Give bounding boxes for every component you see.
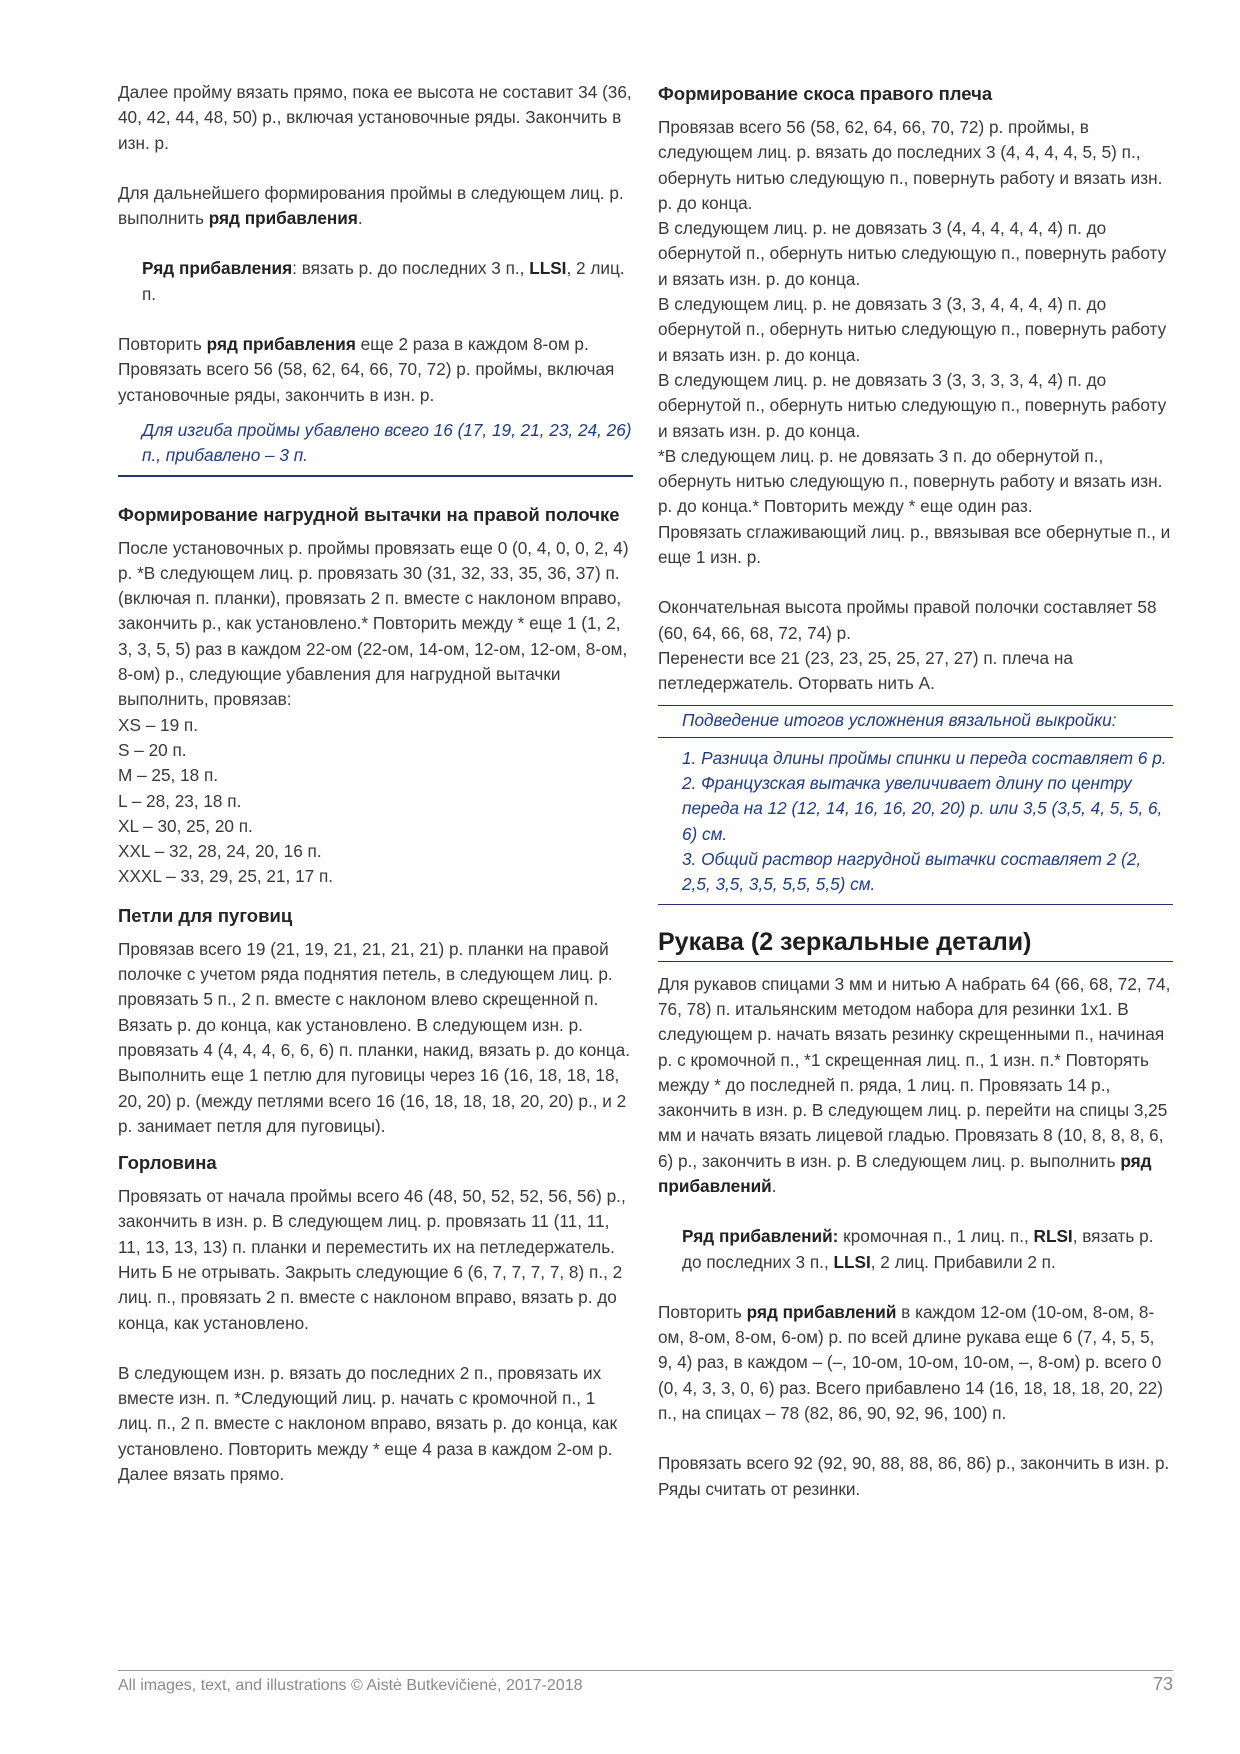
size-line: XS – 19 п.	[118, 714, 199, 735]
divider	[658, 737, 1173, 738]
divider	[118, 475, 633, 477]
heading-sleeves: Рукава (2 зеркальные детали)	[658, 927, 1032, 956]
text: : вязать р. до последних 3 п.,	[292, 258, 530, 279]
size-line: M – 25, 18 п.	[118, 765, 219, 786]
bold-term: RLSI	[1033, 1226, 1073, 1247]
shoulder-line: Провязать сглаживающий лиц. р., ввязывая все обернутые п., и еще 1 изн. р.	[658, 521, 1171, 568]
shoulder-line: В следующем лиц. р. не довязать 3 (3, 3, 4, 4, 4, 4) п. до обернутой п., обернуть нитью следующую п., повернуть работу и вязать изн. р. до конца.	[658, 294, 1167, 365]
size-line: L – 28, 23, 18 п.	[118, 790, 242, 811]
text: .	[357, 208, 363, 229]
paragraph-armhole-shaping	[118, 181, 633, 232]
size-line: S – 20 п.	[118, 739, 187, 760]
page-number: 73	[1152, 1674, 1173, 1694]
footer-divider	[118, 1670, 1173, 1671]
footer-copyright: All images, text, and illustrations © Aistė Butkevičienė, 2017-2018	[118, 1677, 583, 1694]
sleeve-increase-row	[658, 1224, 1173, 1275]
text: , 2 лиц. п.	[142, 258, 625, 304]
text: в каждом 12-ом (10-ом, 8-ом, 8-ом, 8-ом, 8-ом, 6-ом) р. по всей длине рукава еще 6 (7, 4, 5, 5, 9, 4) раз, в каждом – (–, 10-ом, 10-ом, 10-ом, –, 8-ом) р. всего 0 (0, 4, 3, 3, 0, 6) раз. Всего прибавлено 14 (16, 18, 18, 18, 20, 22) п., на спицах – 78 (82, 86, 90, 92, 96, 100) п.	[658, 1301, 1163, 1424]
size-line: XL – 30, 25, 20 п.	[118, 815, 253, 836]
shoulder-line: *В следующем лиц. р. не довязать 3 п. до обернутой п., обернуть нитью следующую п., повернуть работу и вязать изн. р. до конца.* Повторить между * еще один раз.	[658, 445, 1163, 517]
heading-shoulder-slope: Формирование скоса правого плеча	[658, 83, 993, 104]
text: .	[771, 1175, 777, 1196]
shoulder-line: Провязав всего 56 (58, 62, 64, 66, 70, 72) р. проймы, в следующем лиц. р. вязать до последних 3 (4, 4, 4, 4, 5, 5) п., обернуть нитью следующую п., повернуть работу и вязать изн. р. до конца.	[658, 117, 1163, 213]
paragraph-repeat-increase	[118, 332, 633, 408]
bold-term: ряд прибавлений	[658, 1150, 1152, 1196]
shoulder-line: В следующем лиц. р. не довязать 3 (3, 3, 3, 3, 4, 4) п. до обернутой п., обернуть нитью следующую п., повернуть работу и вязать изн. р. до конца.	[658, 369, 1167, 441]
bold-term: ряд прибавления	[208, 208, 358, 229]
text: , вязать р. до последних 3 п.,	[682, 1226, 1154, 1272]
text: , 2 лиц. Прибавили 2 п.	[870, 1251, 1056, 1272]
armhole-summary-note: Для изгиба проймы убавлено всего 16 (17, 19, 21, 23, 24, 26) п., прибавлено – 3 п.	[142, 419, 632, 466]
paragraph-neckline-decrease: В следующем изн. р. вязать до последних 2 п., провязать их вместе изн. п. *Следующий лиц. р. начать с кромочной п., 1 лиц. п., 2 п. вместе с наклоном вправо, вязать р. до конца, как установлено. Повторить между * еще 4 раза в каждом 2-ом р. Далее вязать прямо.	[118, 1362, 617, 1485]
size-line: XXXL – 33, 29, 25, 21, 17 п.	[118, 866, 334, 887]
paragraph-sleeve-repeat	[658, 1300, 1173, 1426]
paragraph-buttonholes: Провязав всего 19 (21, 19, 21, 21, 21, 21) р. планки на правой полочке с учетом ряда поднятия петель, в следующем лиц. р. провязать 5 п., 2 п. вместе с наклоном влево скрещенной п. Вязать р. до конца, как установлено. В следующем изн. р. провязать 4 (4, 4, 4, 6, 6, 6) п. планки, накид, вязать р. до конца.	[118, 938, 630, 1060]
paragraph-buttonholes-more: Выполнить еще 1 петлю для пуговицы через 16 (16, 18, 18, 18, 20, 20) р. (между петлями всего 16 (16, 18, 18, 18, 20, 20) р., и 2 р. занимает петля для пуговицы).	[118, 1065, 627, 1136]
paragraph-neckline: Провязать от начала проймы всего 46 (48, 50, 52, 52, 56, 56) р., закончить в изн. р. В следующем лиц. р. провязать 11 (11, 11, 11, 13, 13, 13) п. планки и переместить их на петледержатель. Нить Б не отрывать. Закрыть следующие 6 (6, 7, 7, 7, 7, 8) п., 2 лиц. п., провязать 2 п. вместе с наклоном вправо, вязать р. до конца, как установлено.	[118, 1186, 626, 1333]
summary-title: Подведение итогов усложнения вязальной выкройки:	[682, 709, 1117, 730]
text: Для дальнейшего формирования проймы в следующем лиц. р. выполнить	[118, 182, 624, 229]
bold-term: ряд прибавления	[206, 334, 356, 355]
summary-item: 1. Разница длины проймы спинки и переда составляет 6 р.	[682, 747, 1167, 768]
bold-term: Ряд прибавлений:	[682, 1226, 839, 1247]
shoulder-line: В следующем лиц. р. не довязать 3 (4, 4, 4, 4, 4, 4) п. до обернутой п., обернуть нитью следующую п., повернуть работу и вязать изн. р. до конца.	[658, 218, 1167, 289]
text: Повторить	[118, 334, 207, 355]
left-column	[118, 80, 633, 1487]
paragraph-bust-dart: После установочных р. проймы провязать еще 0 (0, 4, 0, 0, 2, 4) р. *В следующем лиц. р. провязать 30 (31, 32, 33, 35, 36, 37) п. (включая п. планки), провязать 2 п. вместе с наклоном вправо, закончить р., как установлено.* Повторить между * еще 1 (1, 2, 3, 3, 5, 5) раз в каждом 22-ом (22-ом, 14-ом, 12-ом, 12-ом, 8-ом, 8-ом) р., следующие убавления для нагрудной вытачки выполнить, провязав:	[118, 537, 629, 710]
paragraph-transfer: Перенести все 21 (23, 23, 25, 25, 27, 27) п. плеча на петледержатель. Оторвать нить А.	[658, 647, 1073, 694]
heading-neckline: Горловина	[118, 1152, 217, 1174]
summary-item: 2. Французская вытачка увеличивает длину по центру переда на 12 (12, 14, 16, 16, 20, 20) р. или 3,5 (3,5, 4, 5, 5, 6, 6) см.	[682, 773, 1163, 844]
bold-term: LLSI	[529, 258, 567, 279]
bold-term: ряд прибавлений	[746, 1301, 897, 1322]
paragraph-final-height: Окончательная высота проймы правой полочки составляет 58 (60, 64, 66, 68, 72, 74) р.	[658, 597, 1157, 643]
text: Для рукавов спицами 3 мм и нитью А набрать 64 (66, 68, 72, 74, 76, 78) п. итальянским методом набора для резинки 1х1. В следующем р. начать вязать резинку скрещенными п., начиная р. с кромочной п., *1 скрещенная лиц. п., 1 изн. п.* Повторять между * до последней п. ряда, 1 лиц. п. Провязать 14 р., закончить в изн. р. В следующем лиц. р. перейти на спицы 3,25 мм и начать вязать лицевой гладью. Провязать 8 (10, 8, 8, 8, 6, 6) р., закончить в изн. р. В следующем лиц. р. выполнить	[658, 973, 1171, 1171]
bold-term: Ряд прибавления	[142, 258, 293, 279]
heading-buttonholes: Петли для пуговиц	[118, 904, 293, 926]
divider	[658, 904, 1173, 905]
divider	[658, 961, 1173, 962]
text: Повторить	[658, 1301, 747, 1322]
heading-bust-dart: Формирование нагрудной вытачки на правой полочке	[118, 503, 620, 525]
text: еще 2 раза в каждом 8-ом р. Провязать всего 56 (58, 62, 64, 66, 70, 72) р. проймы, включая установочные ряды, закончить в изн. р.	[118, 334, 615, 405]
paragraph-sleeve-cast-on	[658, 972, 1173, 1200]
paragraph-sleeve-length: Провязать всего 92 (92, 90, 88, 88, 86, 86) р., закончить в изн. р. Ряды считать от резинки.	[658, 1453, 1170, 1499]
size-line: XXL – 32, 28, 24, 20, 16 п.	[118, 841, 322, 862]
increase-row-instruction	[118, 256, 633, 307]
summary-item: 3. Общий раствор нагрудной вытачки составляет 2 (2, 2,5, 3,5, 3,5, 5,5, 5,5) см.	[682, 849, 1142, 895]
divider	[658, 705, 1173, 706]
right-column	[658, 80, 1173, 1502]
paragraph-armhole-straight: Далее пройму вязать прямо, пока ее высота не составит 34 (36, 40, 42, 44, 48, 50) р., включая установочные ряды. Закончить в изн. р.	[118, 82, 632, 153]
bold-term: LLSI	[833, 1251, 871, 1272]
text: кромочная п., 1 лиц. п.,	[838, 1226, 1034, 1247]
